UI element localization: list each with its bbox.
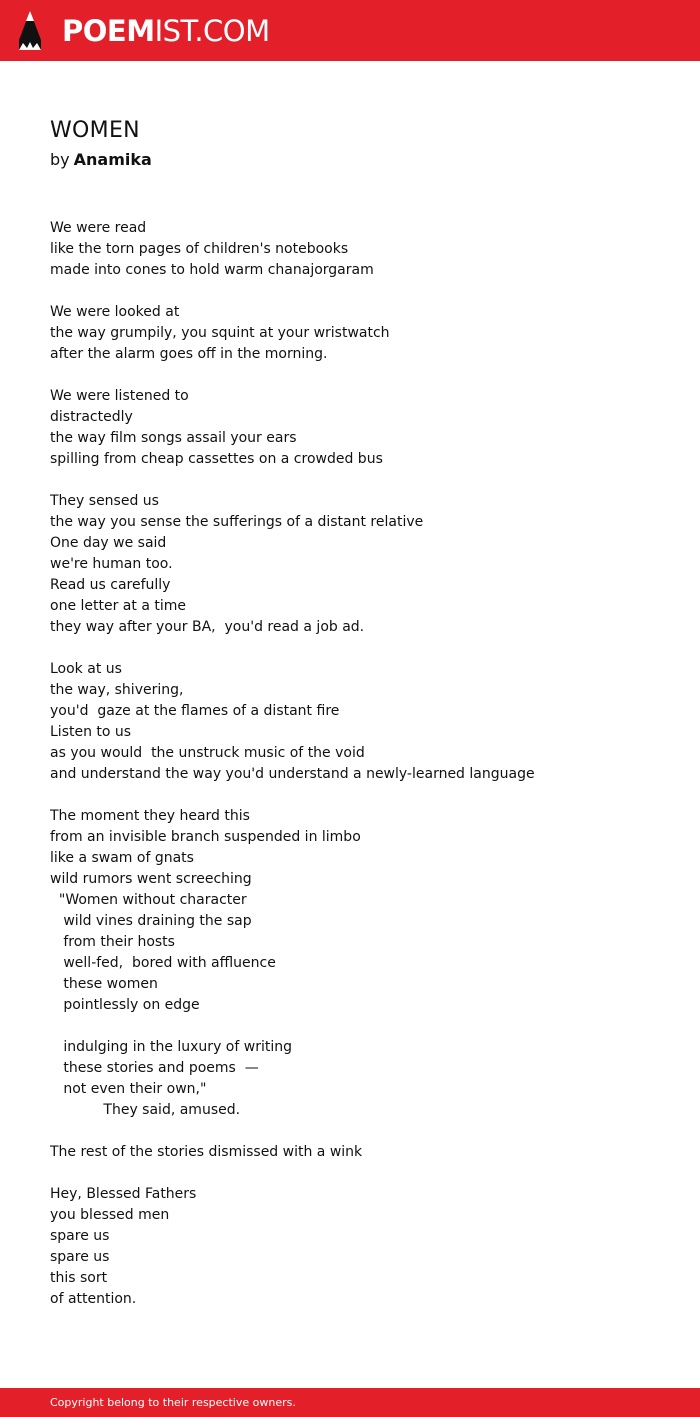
site-footer — [0, 1388, 700, 1417]
brand-name-bold: POEM — [62, 14, 155, 48]
poem-header — [50, 114, 670, 172]
pencil-icon[interactable] — [18, 10, 42, 51]
author-name: Anamika — [73, 150, 152, 169]
poem-title: WOMEN — [50, 118, 140, 143]
site-logo[interactable] — [62, 13, 270, 49]
brand-name-light: IST.COM — [154, 14, 270, 48]
by-label: by — [50, 150, 70, 169]
poem-byline — [50, 148, 670, 172]
copyright-notice: Copyright belong to their respective owners. — [50, 1396, 296, 1409]
site-header — [0, 0, 700, 61]
poem-body: We were read like the torn pages of children's notebooks made into cones to hold warm chanajorgaram We were looked at the way grumpily, you squint at your wristwatch after the alarm goes off in the morning. We were listened to distractedly the way film songs assail your ears spilling from cheap cassettes on a crowded bus They sensed us the way you sense the sufferings of a distant relative One day we said we're human too. Read us carefully one letter at a time they way after your BA, you'd read a job ad. Look at us the way, shivering, you'd gaze at the flames of a distant fire Listen to us as you would the unstruck music of the void and understand the way you'd understand a newly-learned language The moment they heard this from an invisible branch suspended in limbo like a swam of gnats wild rumors went screeching "Women without character wild vines draining the sap from their hosts well-fed, bored with affluence these women pointlessly on edge indulging in the luxury of writing these stories and poems — not even their own," They said, amused. The rest of the stories dismissed with a wink Hey, Blessed Fathers you blessed men spare us spare us this sort of attention. — [50, 220, 535, 1307]
